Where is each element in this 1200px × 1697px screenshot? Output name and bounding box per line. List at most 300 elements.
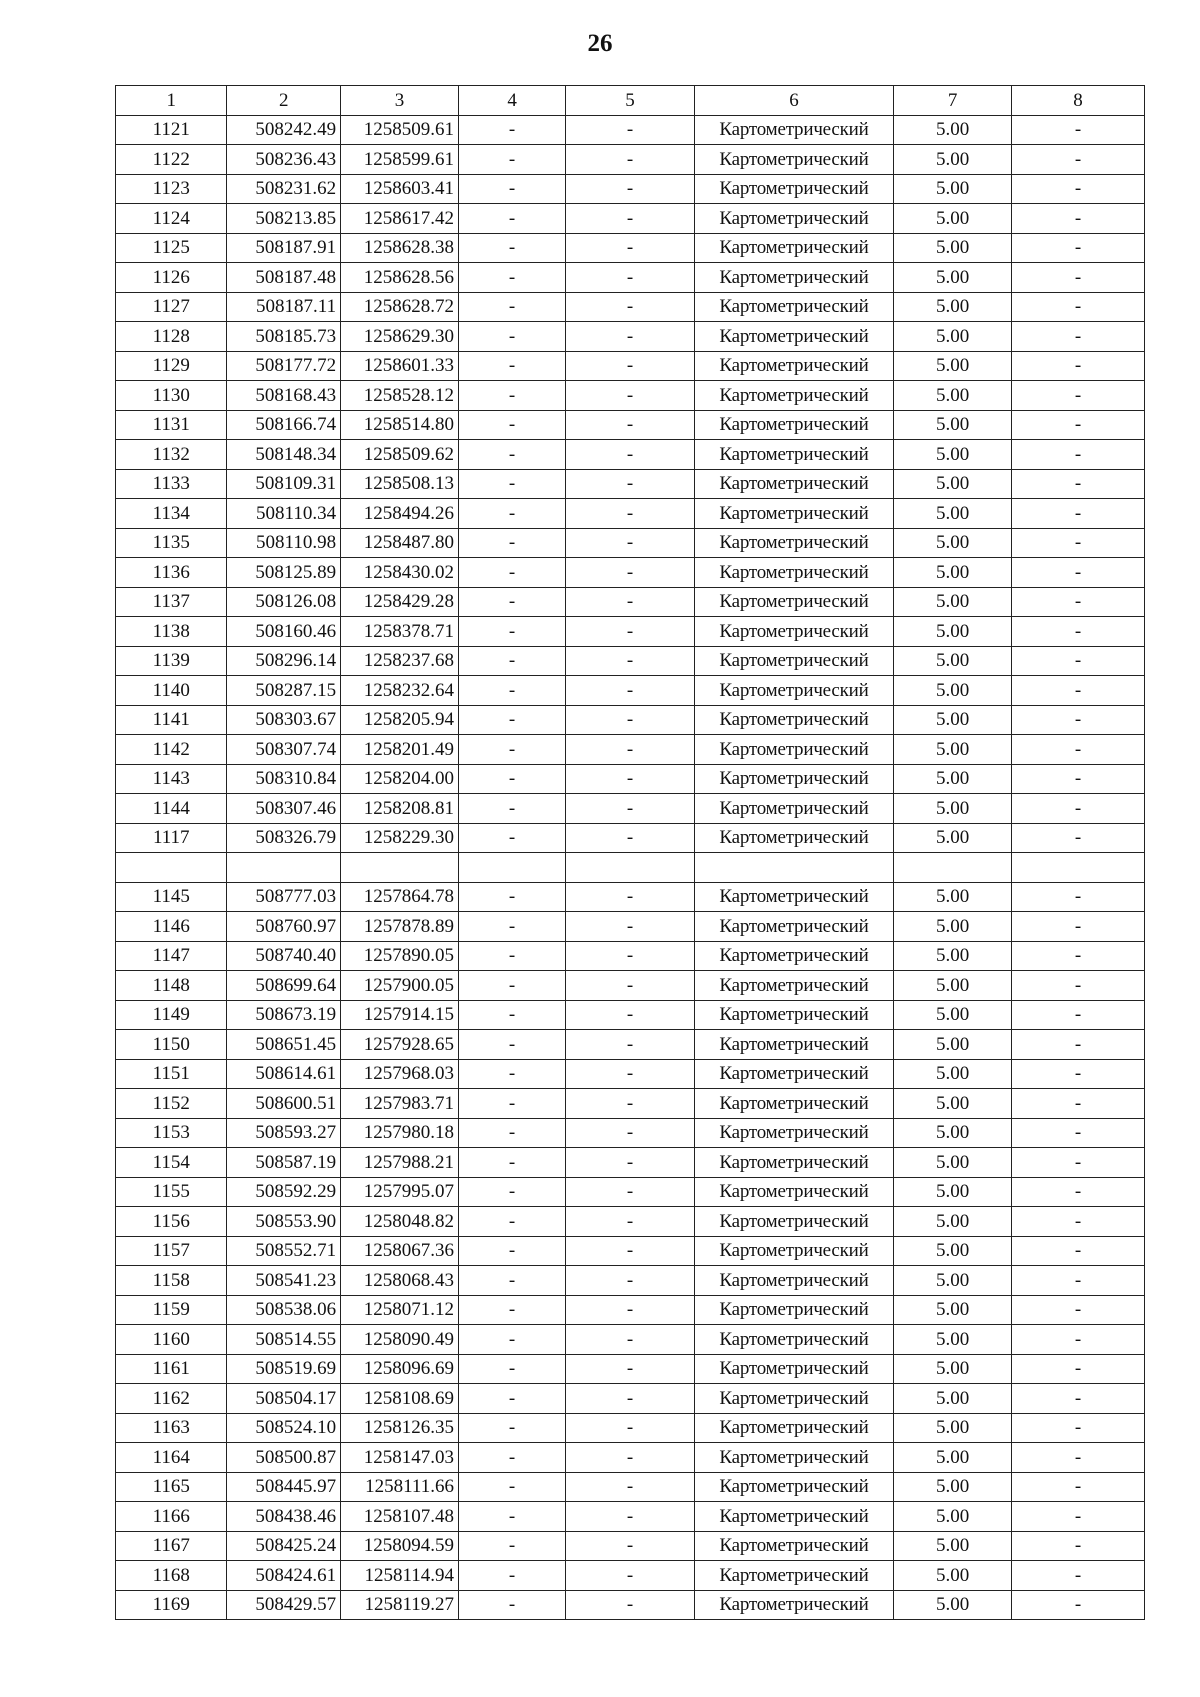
y-coordinate-cell: 1258090.49 [341,1325,459,1355]
x-coordinate-cell: 508236.43 [227,145,341,175]
column-5-cell: - [566,587,695,617]
column-8-cell: - [1012,1413,1145,1443]
table-row [116,499,1145,529]
table-row [116,440,1145,470]
x-coordinate-cell: 508438.46 [227,1502,341,1532]
table-row [116,971,1145,1001]
x-coordinate-cell: 508504.17 [227,1384,341,1414]
point-number-cell: 1149 [116,1000,227,1030]
column-4-cell [458,853,565,883]
column-5-cell: - [566,735,695,765]
point-number-cell: 1125 [116,233,227,263]
column-8-cell: - [1012,410,1145,440]
point-number-cell: 1135 [116,528,227,558]
page-number: 26 [587,30,613,57]
column-4-cell: - [458,1354,565,1384]
column-5-cell: - [566,912,695,942]
table-row [116,853,1145,883]
column-8-cell: - [1012,912,1145,942]
accuracy-cell: 5.00 [894,676,1012,706]
accuracy-cell: 5.00 [894,292,1012,322]
y-coordinate-cell: 1258429.28 [341,587,459,617]
method-cell: Картометрический [694,1384,893,1414]
point-number-cell: 1161 [116,1354,227,1384]
method-cell: Картометрический [694,1148,893,1178]
column-4-cell: - [458,1236,565,1266]
column-8-cell: - [1012,499,1145,529]
method-cell: Картометрический [694,823,893,853]
column-4-cell: - [458,1207,565,1237]
point-number-cell: 1160 [116,1325,227,1355]
method-cell: Картометрический [694,1118,893,1148]
y-coordinate-cell: 1258509.62 [341,440,459,470]
column-8-cell: - [1012,528,1145,558]
table-row [116,1531,1145,1561]
column-4-cell: - [458,1590,565,1620]
column-8-cell: - [1012,1030,1145,1060]
column-5-cell: - [566,1443,695,1473]
column-4-cell: - [458,1059,565,1089]
column-8-cell: - [1012,204,1145,234]
point-number-cell: 1163 [116,1413,227,1443]
x-coordinate-cell: 508307.74 [227,735,341,765]
point-number-cell: 1158 [116,1266,227,1296]
accuracy-cell: 5.00 [894,145,1012,175]
column-8-cell: - [1012,1236,1145,1266]
column-5-cell: - [566,1148,695,1178]
accuracy-cell: 5.00 [894,1384,1012,1414]
point-number-cell: 1166 [116,1502,227,1532]
table-row [116,1472,1145,1502]
table-row [116,794,1145,824]
method-cell [694,853,893,883]
table-row [116,882,1145,912]
column-8-cell: - [1012,1590,1145,1620]
y-coordinate-cell: 1258599.61 [341,145,459,175]
table-row [116,1590,1145,1620]
column-4-cell: - [458,499,565,529]
x-coordinate-cell: 508160.46 [227,617,341,647]
x-coordinate-cell: 508500.87 [227,1443,341,1473]
point-number-cell: 1123 [116,174,227,204]
column-4-cell: - [458,381,565,411]
column-8-cell: - [1012,1266,1145,1296]
column-4-cell: - [458,646,565,676]
method-cell: Картометрический [694,676,893,706]
x-coordinate-cell: 508424.61 [227,1561,341,1591]
method-cell: Картометрический [694,381,893,411]
table-row [116,1325,1145,1355]
column-header: 5 [566,86,695,116]
y-coordinate-cell: 1258205.94 [341,705,459,735]
x-coordinate-cell [227,853,341,883]
table-row [116,1354,1145,1384]
table-row [116,1295,1145,1325]
x-coordinate-cell: 508673.19 [227,1000,341,1030]
y-coordinate-cell: 1258617.42 [341,204,459,234]
column-5-cell: - [566,676,695,706]
table-row [116,1000,1145,1030]
column-8-cell: - [1012,705,1145,735]
y-coordinate-cell: 1258528.12 [341,381,459,411]
column-4-cell: - [458,1413,565,1443]
point-number-cell: 1133 [116,469,227,499]
table-row [116,204,1145,234]
column-4-cell: - [458,587,565,617]
column-5-cell: - [566,145,695,175]
column-5-cell: - [566,1177,695,1207]
y-coordinate-cell: 1258628.56 [341,263,459,293]
table-row [116,322,1145,352]
table-row [116,1266,1145,1296]
method-cell: Картометрический [694,1030,893,1060]
accuracy-cell: 5.00 [894,204,1012,234]
point-number-cell: 1152 [116,1089,227,1119]
table-row [116,587,1145,617]
point-number-cell: 1140 [116,676,227,706]
column-5-cell: - [566,381,695,411]
y-coordinate-cell: 1258378.71 [341,617,459,647]
method-cell: Картометрический [694,1531,893,1561]
column-8-cell: - [1012,145,1145,175]
table-row [116,1118,1145,1148]
x-coordinate-cell: 508429.57 [227,1590,341,1620]
column-4-cell: - [458,941,565,971]
x-coordinate-cell: 508760.97 [227,912,341,942]
column-8-cell: - [1012,676,1145,706]
table-row [116,1384,1145,1414]
table-row [116,1561,1145,1591]
column-4-cell: - [458,1295,565,1325]
y-coordinate-cell: 1258232.64 [341,676,459,706]
y-coordinate-cell: 1258208.81 [341,794,459,824]
accuracy-cell: 5.00 [894,1295,1012,1325]
accuracy-cell: 5.00 [894,322,1012,352]
column-4-cell: - [458,823,565,853]
y-coordinate-cell: 1258108.69 [341,1384,459,1414]
column-header: 3 [341,86,459,116]
point-number-cell: 1150 [116,1030,227,1060]
point-number-cell: 1127 [116,292,227,322]
table-row [116,1030,1145,1060]
accuracy-cell: 5.00 [894,971,1012,1001]
y-coordinate-cell: 1258107.48 [341,1502,459,1532]
method-cell: Картометрический [694,617,893,647]
column-5-cell: - [566,1089,695,1119]
column-5-cell: - [566,1531,695,1561]
table-row [116,676,1145,706]
column-8-cell: - [1012,1443,1145,1473]
point-number-cell: 1169 [116,1590,227,1620]
column-8-cell: - [1012,1502,1145,1532]
point-number-cell: 1153 [116,1118,227,1148]
accuracy-cell: 5.00 [894,1502,1012,1532]
column-5-cell: - [566,1354,695,1384]
point-number-cell: 1122 [116,145,227,175]
x-coordinate-cell: 508303.67 [227,705,341,735]
column-header: 4 [458,86,565,116]
y-coordinate-cell: 1258487.80 [341,528,459,558]
method-cell: Картометрический [694,1177,893,1207]
accuracy-cell [894,853,1012,883]
column-4-cell: - [458,1177,565,1207]
x-coordinate-cell: 508168.43 [227,381,341,411]
accuracy-cell: 5.00 [894,1148,1012,1178]
method-cell: Картометрический [694,174,893,204]
point-number-cell: 1129 [116,351,227,381]
table-row [116,528,1145,558]
column-5-cell: - [566,705,695,735]
column-4-cell: - [458,528,565,558]
column-5-cell [566,853,695,883]
x-coordinate-cell: 508541.23 [227,1266,341,1296]
point-number-cell: 1132 [116,440,227,470]
table-row [116,1236,1145,1266]
column-4-cell: - [458,115,565,145]
x-coordinate-cell: 508287.15 [227,676,341,706]
column-5-cell: - [566,351,695,381]
accuracy-cell: 5.00 [894,1266,1012,1296]
column-8-cell: - [1012,1148,1145,1178]
method-cell: Картометрический [694,558,893,588]
y-coordinate-cell: 1258229.30 [341,823,459,853]
column-5-cell: - [566,1325,695,1355]
method-cell: Картометрический [694,145,893,175]
y-coordinate-cell: 1258048.82 [341,1207,459,1237]
x-coordinate-cell: 508740.40 [227,941,341,971]
column-5-cell: - [566,617,695,647]
method-cell: Картометрический [694,1472,893,1502]
column-5-cell: - [566,1059,695,1089]
y-coordinate-cell: 1257983.71 [341,1089,459,1119]
column-5-cell: - [566,764,695,794]
column-5-cell: - [566,233,695,263]
x-coordinate-cell: 508553.90 [227,1207,341,1237]
table-row [116,1089,1145,1119]
method-cell: Картометрический [694,499,893,529]
method-cell: Картометрический [694,882,893,912]
point-number-cell: 1151 [116,1059,227,1089]
table-header-row [116,86,1145,116]
point-number-cell: 1145 [116,882,227,912]
column-8-cell: - [1012,233,1145,263]
column-4-cell: - [458,1325,565,1355]
accuracy-cell: 5.00 [894,1059,1012,1089]
column-4-cell: - [458,410,565,440]
accuracy-cell: 5.00 [894,587,1012,617]
y-coordinate-cell: 1258494.26 [341,499,459,529]
accuracy-cell: 5.00 [894,558,1012,588]
column-4-cell: - [458,705,565,735]
point-number-cell: 1124 [116,204,227,234]
method-cell: Картометрический [694,1000,893,1030]
accuracy-cell: 5.00 [894,263,1012,293]
y-coordinate-cell: 1258204.00 [341,764,459,794]
method-cell: Картометрический [694,1295,893,1325]
column-8-cell: - [1012,1561,1145,1591]
accuracy-cell: 5.00 [894,174,1012,204]
column-5-cell: - [566,971,695,1001]
accuracy-cell: 5.00 [894,1531,1012,1561]
column-8-cell: - [1012,1325,1145,1355]
table-row [116,617,1145,647]
method-cell: Картометрический [694,263,893,293]
y-coordinate-cell: 1258068.43 [341,1266,459,1296]
x-coordinate-cell: 508187.91 [227,233,341,263]
accuracy-cell: 5.00 [894,1354,1012,1384]
column-8-cell: - [1012,1059,1145,1089]
column-5-cell: - [566,1561,695,1591]
table-row [116,735,1145,765]
x-coordinate-cell: 508213.85 [227,204,341,234]
column-8-cell: - [1012,351,1145,381]
column-8-cell: - [1012,1295,1145,1325]
column-4-cell: - [458,174,565,204]
y-coordinate-cell: 1257890.05 [341,941,459,971]
column-8-cell: - [1012,263,1145,293]
column-5-cell: - [566,469,695,499]
table-row [116,1177,1145,1207]
column-8-cell: - [1012,823,1145,853]
accuracy-cell: 5.00 [894,1089,1012,1119]
x-coordinate-cell: 508445.97 [227,1472,341,1502]
table-row [116,705,1145,735]
point-number-cell: 1128 [116,322,227,352]
column-4-cell: - [458,617,565,647]
table-row [116,145,1145,175]
point-number-cell: 1144 [116,794,227,824]
point-number-cell: 1159 [116,1295,227,1325]
method-cell: Картометрический [694,971,893,1001]
column-8-cell: - [1012,381,1145,411]
y-coordinate-cell: 1257995.07 [341,1177,459,1207]
table-row [116,1059,1145,1089]
y-coordinate-cell: 1258508.13 [341,469,459,499]
column-8-cell: - [1012,1177,1145,1207]
accuracy-cell: 5.00 [894,469,1012,499]
column-5-cell: - [566,558,695,588]
y-coordinate-cell: 1257878.89 [341,912,459,942]
column-4-cell: - [458,1472,565,1502]
column-5-cell: - [566,1207,695,1237]
table-row [116,1443,1145,1473]
method-cell: Картометрический [694,528,893,558]
method-cell: Картометрический [694,941,893,971]
y-coordinate-cell: 1258067.36 [341,1236,459,1266]
column-header: 8 [1012,86,1145,116]
column-5-cell: - [566,499,695,529]
column-5-cell: - [566,1266,695,1296]
accuracy-cell: 5.00 [894,1561,1012,1591]
table-row [116,292,1145,322]
point-number-cell: 1165 [116,1472,227,1502]
y-coordinate-cell: 1257914.15 [341,1000,459,1030]
point-number-cell: 1168 [116,1561,227,1591]
x-coordinate-cell: 508699.64 [227,971,341,1001]
column-8-cell: - [1012,1118,1145,1148]
y-coordinate-cell: 1257968.03 [341,1059,459,1089]
x-coordinate-cell: 508126.08 [227,587,341,617]
method-cell: Картометрический [694,646,893,676]
column-5-cell: - [566,882,695,912]
column-8-cell: - [1012,115,1145,145]
column-4-cell: - [458,233,565,263]
point-number-cell: 1126 [116,263,227,293]
accuracy-cell: 5.00 [894,764,1012,794]
table-body [116,115,1145,1620]
column-4-cell: - [458,440,565,470]
method-cell: Картометрический [694,1561,893,1591]
column-5-cell: - [566,1413,695,1443]
accuracy-cell: 5.00 [894,115,1012,145]
column-8-cell: - [1012,558,1145,588]
column-5-cell: - [566,1590,695,1620]
y-coordinate-cell: 1258628.38 [341,233,459,263]
x-coordinate-cell: 508326.79 [227,823,341,853]
accuracy-cell: 5.00 [894,617,1012,647]
column-5-cell: - [566,1502,695,1532]
column-5-cell: - [566,410,695,440]
accuracy-cell: 5.00 [894,823,1012,853]
column-8-cell: - [1012,1384,1145,1414]
column-8-cell: - [1012,1531,1145,1561]
column-4-cell: - [458,794,565,824]
point-number-cell: 1143 [116,764,227,794]
column-5-cell: - [566,174,695,204]
column-8-cell: - [1012,1472,1145,1502]
y-coordinate-cell: 1257928.65 [341,1030,459,1060]
column-4-cell: - [458,1089,565,1119]
method-cell: Картометрический [694,410,893,440]
column-4-cell: - [458,882,565,912]
point-number-cell: 1146 [116,912,227,942]
table-row [116,646,1145,676]
point-number-cell: 1134 [116,499,227,529]
y-coordinate-cell: 1258119.27 [341,1590,459,1620]
point-number-cell: 1136 [116,558,227,588]
column-4-cell: - [458,1384,565,1414]
column-8-cell: - [1012,322,1145,352]
column-4-cell: - [458,263,565,293]
column-4-cell: - [458,1531,565,1561]
y-coordinate-cell: 1258603.41 [341,174,459,204]
column-5-cell: - [566,794,695,824]
column-4-cell: - [458,322,565,352]
column-5-cell: - [566,941,695,971]
column-8-cell: - [1012,646,1145,676]
column-8-cell: - [1012,440,1145,470]
column-8-cell: - [1012,735,1145,765]
column-5-cell: - [566,1030,695,1060]
x-coordinate-cell: 508110.34 [227,499,341,529]
x-coordinate-cell: 508231.62 [227,174,341,204]
method-cell: Картометрический [694,1089,893,1119]
column-8-cell: - [1012,292,1145,322]
y-coordinate-cell: 1258629.30 [341,322,459,352]
accuracy-cell: 5.00 [894,1325,1012,1355]
column-8-cell: - [1012,764,1145,794]
column-4-cell: - [458,1561,565,1591]
column-5-cell: - [566,528,695,558]
accuracy-cell: 5.00 [894,1443,1012,1473]
point-number-cell: 1121 [116,115,227,145]
x-coordinate-cell: 508600.51 [227,1089,341,1119]
method-cell: Картометрический [694,912,893,942]
column-5-cell: - [566,204,695,234]
x-coordinate-cell: 508592.29 [227,1177,341,1207]
point-number-cell: 1142 [116,735,227,765]
x-coordinate-cell: 508425.24 [227,1531,341,1561]
